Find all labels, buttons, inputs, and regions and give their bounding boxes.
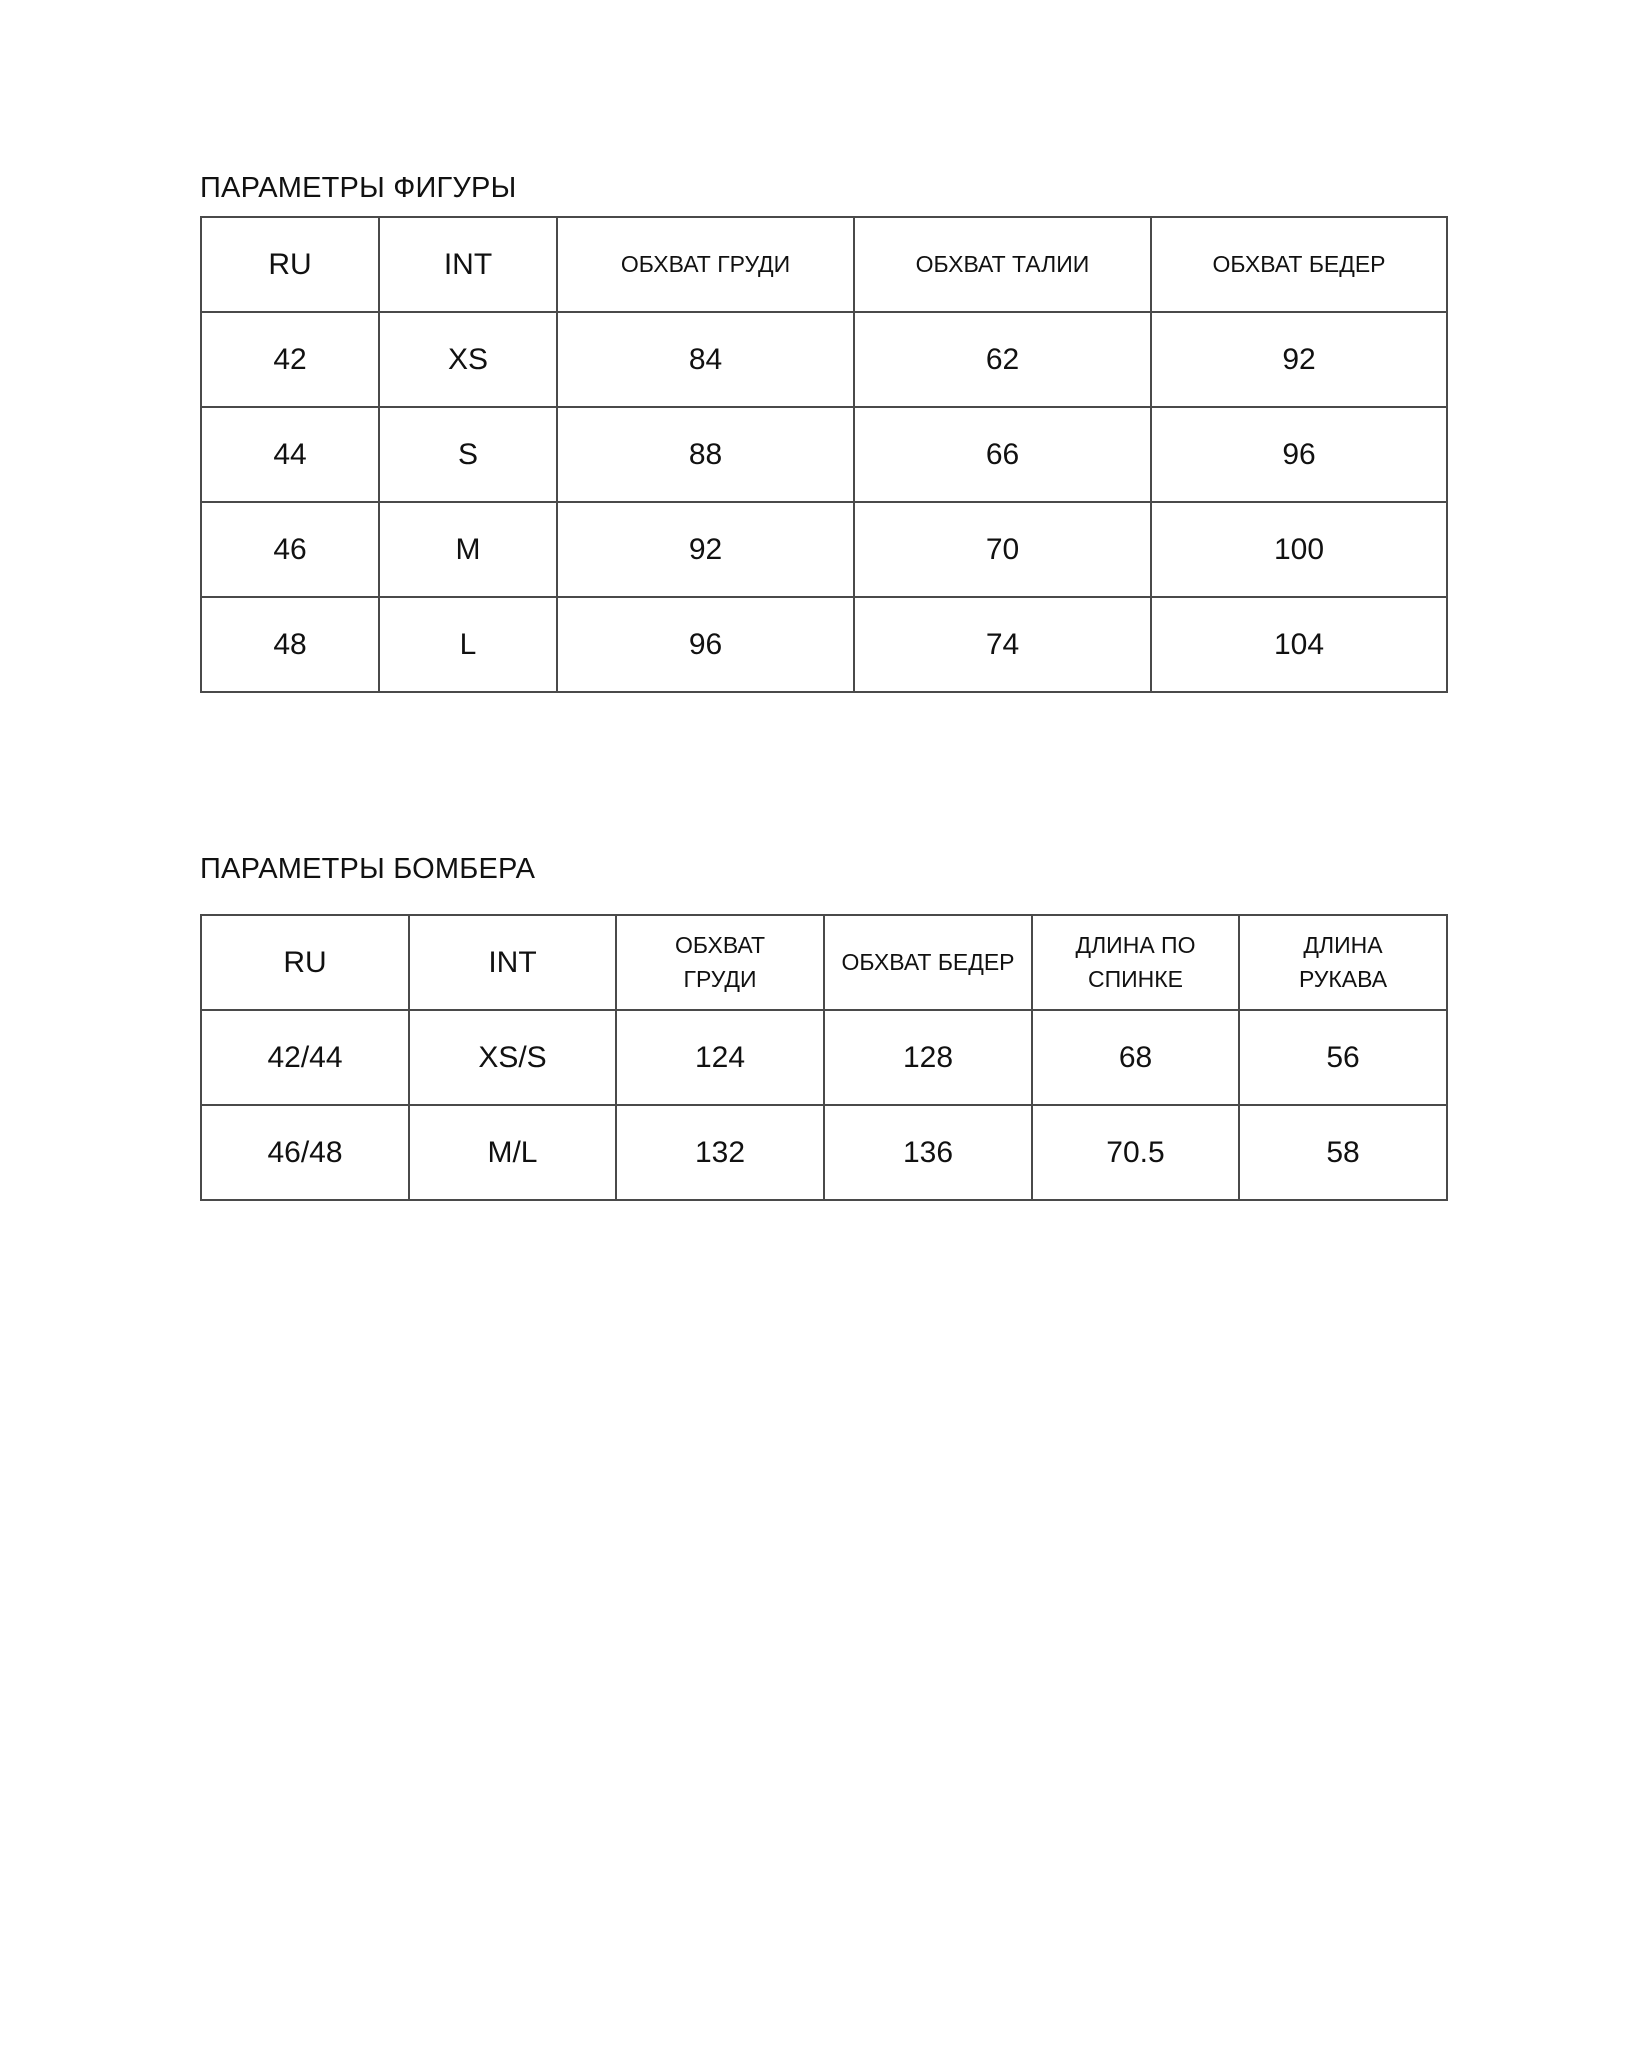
cell-ru: 44	[201, 407, 379, 502]
cell-hips: 96	[1151, 407, 1447, 502]
figure-size-table	[200, 216, 1448, 693]
header-int: INT	[379, 217, 557, 312]
cell-chest: 96	[557, 597, 854, 692]
table-row	[201, 1010, 1447, 1105]
cell-ru: 48	[201, 597, 379, 692]
header-waist: ОБХВАТ ТАЛИИ	[854, 217, 1151, 312]
cell-sleeve-length: 58	[1239, 1105, 1447, 1200]
cell-waist: 74	[854, 597, 1151, 692]
cell-int: L	[379, 597, 557, 692]
table-header-row	[201, 217, 1447, 312]
table-row	[201, 597, 1447, 692]
header-sleeve-length	[1239, 915, 1447, 1010]
table-row	[201, 1105, 1447, 1200]
cell-ru: 46	[201, 502, 379, 597]
header-chest-line1: ОБХВАТ	[675, 932, 765, 959]
cell-hips: 100	[1151, 502, 1447, 597]
header-chest-line2: ГРУДИ	[683, 965, 757, 992]
header-hips: ОБХВАТ БЕДЕР	[824, 915, 1032, 1010]
cell-ru: 42	[201, 312, 379, 407]
cell-int: M/L	[409, 1105, 616, 1200]
header-back-length-line1: ДЛИНА ПО	[1075, 932, 1196, 959]
header-ru: RU	[201, 915, 409, 1010]
cell-int: S	[379, 407, 557, 502]
header-ru: RU	[201, 217, 379, 312]
cell-int: XS	[379, 312, 557, 407]
header-sleeve-length-line1: ДЛИНА	[1303, 932, 1383, 959]
cell-int: M	[379, 502, 557, 597]
cell-ru: 42/44	[201, 1010, 409, 1105]
cell-back-length: 68	[1032, 1010, 1239, 1105]
bomber-size-table	[200, 914, 1448, 1201]
table-header-row	[201, 915, 1447, 1010]
bomber-section-title: ПАРАМЕТРЫ БОМБЕРА	[200, 853, 536, 885]
cell-chest: 88	[557, 407, 854, 502]
header-chest	[616, 915, 824, 1010]
cell-hips: 92	[1151, 312, 1447, 407]
cell-hips: 136	[824, 1105, 1032, 1200]
header-back-length	[1032, 915, 1239, 1010]
cell-chest: 124	[616, 1010, 824, 1105]
cell-waist: 66	[854, 407, 1151, 502]
header-back-length-line2: СПИНКЕ	[1087, 965, 1184, 992]
cell-chest: 132	[616, 1105, 824, 1200]
table-row	[201, 502, 1447, 597]
header-sleeve-length-line2: РУКАВА	[1298, 965, 1388, 992]
cell-chest: 92	[557, 502, 854, 597]
header-int: INT	[409, 915, 616, 1010]
cell-waist: 62	[854, 312, 1151, 407]
table-row	[201, 407, 1447, 502]
cell-waist: 70	[854, 502, 1151, 597]
cell-sleeve-length: 56	[1239, 1010, 1447, 1105]
header-hips: ОБХВАТ БЕДЕР	[1151, 217, 1447, 312]
cell-hips: 104	[1151, 597, 1447, 692]
cell-back-length: 70.5	[1032, 1105, 1239, 1200]
table-row	[201, 312, 1447, 407]
figure-section-title: ПАРАМЕТРЫ ФИГУРЫ	[200, 172, 517, 204]
cell-ru: 46/48	[201, 1105, 409, 1200]
header-chest: ОБХВАТ ГРУДИ	[557, 217, 854, 312]
cell-int: XS/S	[409, 1010, 616, 1105]
cell-hips: 128	[824, 1010, 1032, 1105]
cell-chest: 84	[557, 312, 854, 407]
